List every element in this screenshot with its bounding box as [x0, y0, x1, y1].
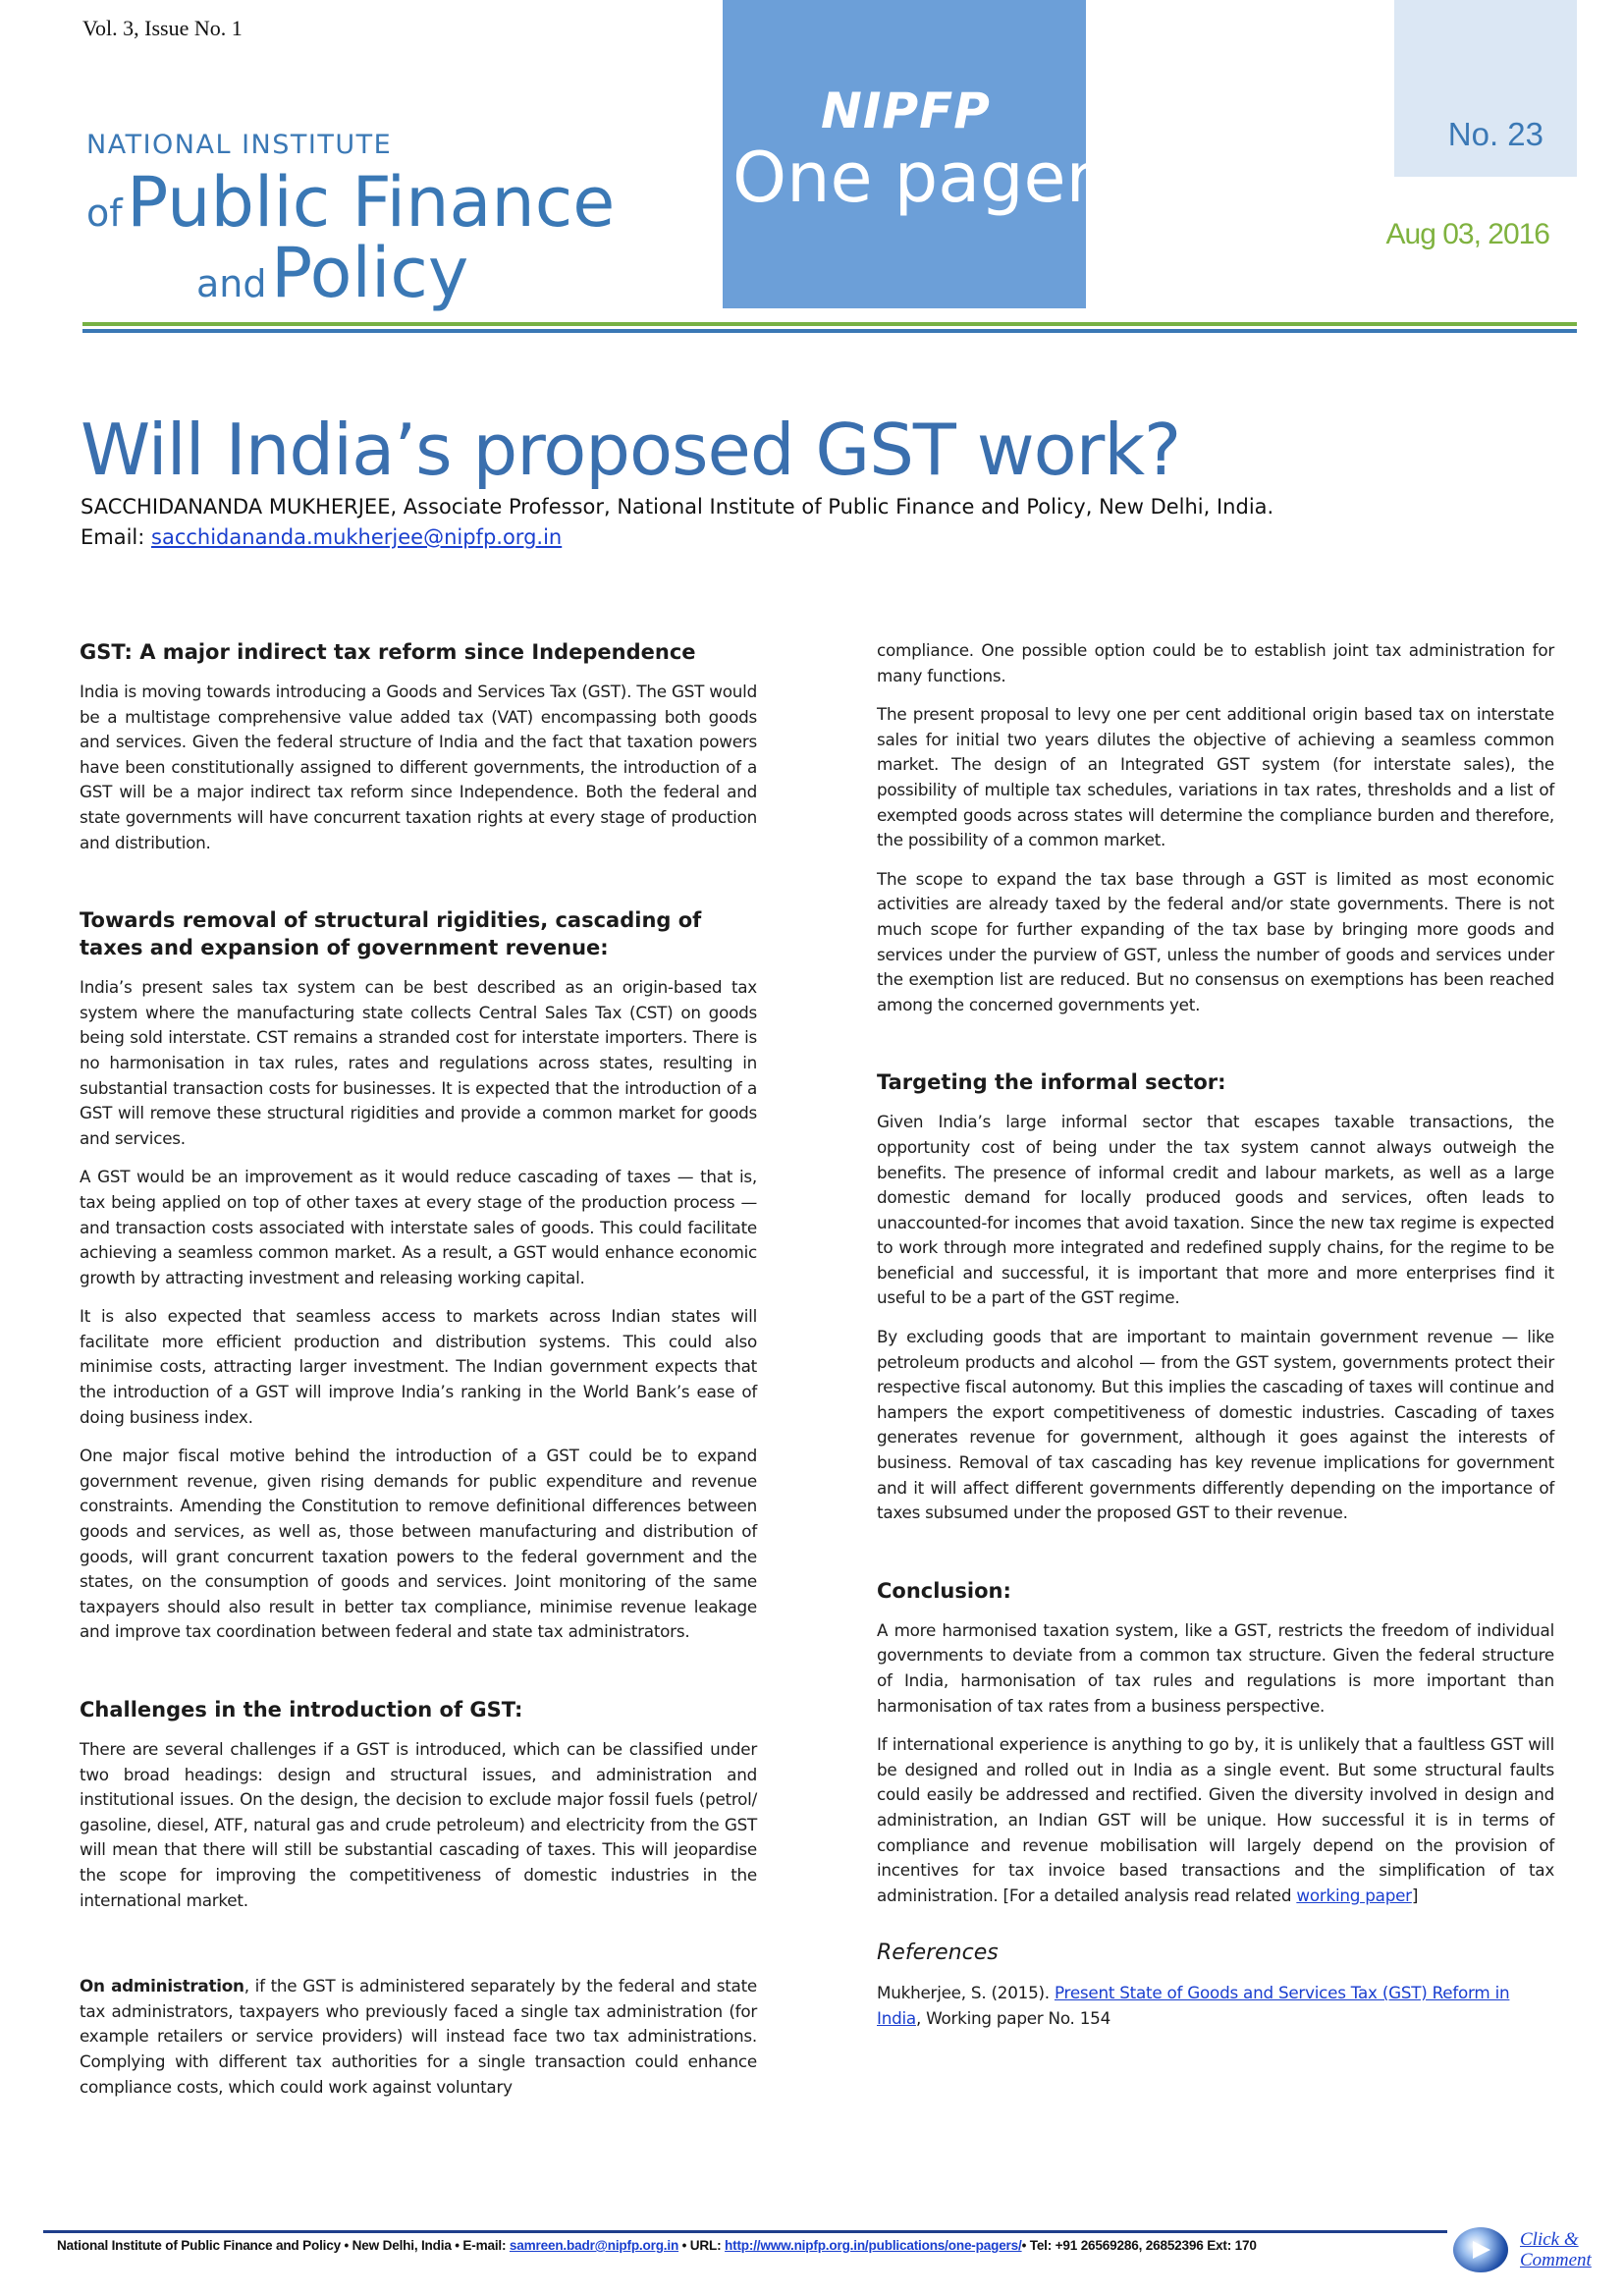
paragraph: It is also expected that seamless access to markets across Indian states will facilitate more efficient production and distribution systems. This could also minimise costs, attracting larger investment. The Indian government expects that the introduction of a GST will improve India’s ranking in the World Bank’s ease of doing business index. — [80, 1306, 757, 1427]
paragraph: The present proposal to levy one per cent additional origin based tax on interstate sales for initial two years dilutes the objective of achieving a seamless common market. The design of an Integrated GST system (for interstate sales), the possibility of multiple tax schedules, variations in tax rates, thresholds and a list of exempted goods across states will determine the compliance burden and therefore, the possibility of a common market. — [877, 704, 1554, 850]
org-word-and: and — [196, 262, 267, 305]
paragraph: By excluding goods that are important to maintain government revenue — like petroleum products and alcohol — from the GST system, governments protect their respective fiscal autonomy. But this implies the cascading of taxes will continue and hampers the export competitiveness of domestic industries. Cascading of taxes generates revenue for government, although it goes against the interests of business. Removal of tax cascading has key revenue implications for government and it will affect different governments differently depending on the importance of taxes subsumed under the proposed GST to their revenue. — [877, 1327, 1554, 1523]
references-heading: References — [877, 1941, 999, 1966]
paragraph: Given India’s large informal sector that escapes taxable transactions, the opportunity cost of being under the tax system cannot always outweigh the benefits. The presence of informal credit and labour markets, as well as a large domestic demand for locally produced goods and services, often leads to unaccounted-for incomes that avoid taxation. Since the new tax regime is expected to work through more integrated and redefined supply chains, for the regime to be beneficial and successful, it is important that more and more enterprises find it useful to be a part of the GST regime. — [877, 1112, 1554, 1308]
paragraph: compliance. One possible option could be to establish joint tax administration for many functions. — [877, 640, 1554, 685]
footer-url-link[interactable]: http://www.nipfp.org.in/publications/one-pagers/ — [725, 2238, 1022, 2253]
issue-number-box — [1394, 0, 1577, 177]
left-column — [80, 638, 757, 2113]
article-title: Will India’s proposed GST work? — [81, 409, 1181, 491]
author-email-link[interactable]: sacchidananda.mukherjee@nipfp.org.in — [151, 525, 563, 549]
footer-email-link[interactable]: samreen.badr@nipfp.org.in — [509, 2238, 679, 2253]
section-heading-structural-rigidities: Towards removal of structural rigidities, cascading of taxes and expansion of government revenue: — [80, 908, 702, 960]
one-pager-banner — [723, 0, 1095, 308]
org-word-public-finance: Public Finance — [127, 162, 616, 243]
paragraph: There are several challenges if a GST is introduced, which can be classified under two broad headings: design and structural issues, and administration and institutional issues. On the design, the decision to exclude major fossil fuels (petrol/ gasoline, diesel, ATF, natural gas and crude petroleum) and electricity from the GST will mean that there will still be substantial cascading of taxes. This will jeopardise the scope for improving the competitiveness of domestic industries in the international market. — [80, 1739, 757, 1910]
paragraph: India is moving towards introducing a Goods and Services Tax (GST). The GST would be a multistage comprehensive value added tax (VAT) encompassing both goods and services. Given the federal structure of India and the fact that taxation powers have been constitutionally assigned to different governments, the introduction of a GST will be a major indirect tax reform since Independence. Both the federal and state governments will have concurrent taxation rights at every stage of production and distribution. — [80, 682, 757, 852]
section-heading-conclusion: Conclusion: — [877, 1578, 1011, 1603]
paragraph-conclusion-2: If international experience is anything to go by, it is unlikely that a faultless GST will be designed and rolled out in India as a single event. But some structural faults could easily be addressed and rectified. Given the diversity involved in design and administration, an Indian GST will be unique. How successful it is in terms of compliance and revenue mobilisation will largely depend on the provision of incentives for tax invoice based transactions and the simplification of tax administration. [For a detailed analysis read related working paper] — [877, 1734, 1554, 1905]
author-email-line — [81, 525, 562, 549]
section-heading-major-reform: GST: A major indirect tax reform since Independence — [80, 640, 696, 664]
publication-date: Aug 03, 2016 — [1385, 218, 1549, 250]
nipfp-logo: NIPFP — [821, 82, 991, 139]
paragraph: One major fiscal motive behind the introduction of a GST could be to expand government revenue, given rising demands for public expenditure and revenue constraints. Amending the Constitution to remove definitional differences between goods and services, as well as, those between manufacturing and distribution of goods, will grant concurrent taxation powers to the federal government and the states, on the consumption of goods and services. Joint monitoring of the same taxpayers should also result in better tax compliance, minimise revenue leakage and improve tax coordination between federal and state tax administrators. — [80, 1446, 757, 1642]
play-arrow-icon[interactable] — [1453, 2227, 1508, 2272]
working-paper-link[interactable]: working paper — [1296, 1885, 1412, 1905]
paragraph-administration: On administration, if the GST is administered separately by the federal and state tax administrators, taxpayers who previously faced a single tax administration (for example retailers or service providers) will instead face two tax administrations. Complying with different tax authorities for a single transaction could enhance compliance costs, which could work against voluntary — [80, 1976, 757, 2097]
paragraph: A more harmonised taxation system, like a GST, restricts the freedom of individual governments to deviate from a common tax structure. Given the federal structure of India, harmonisation of tax rules and regulations is more important than harmonisation of tax rates from a business perspective. — [877, 1619, 1554, 1716]
paragraph: A GST would be an improvement as it would reduce cascading of taxes — that is, tax being applied on top of other taxes at every stage of the production process — and transaction costs associated with interstate sales of goods. This could facilitate achieving a seamless common market. As a result, a GST would enhance economic growth by attracting investment and releasing working capital. — [80, 1167, 757, 1287]
section-heading-informal-sector: Targeting the informal sector: — [877, 1070, 1226, 1095]
org-word-of: of — [86, 191, 123, 235]
section-heading-challenges: Challenges in the introduction of GST: — [80, 1698, 523, 1722]
series-name: One pager — [732, 137, 1095, 218]
issue-number: No. 23 — [1447, 116, 1543, 152]
footer-contact: National Institute of Public Finance and Policy • New Delhi, India • E-mail: samreen.badr@nipfp.org.in • URL: http://www.nipfp.org.in/publications/one-pagers/• Tel: +91 26569286, 26852396 Ext: 170 — [57, 2238, 1257, 2253]
institute-logo-text — [86, 130, 615, 313]
header-rule-green — [82, 322, 1577, 326]
paragraph: The scope to expand the tax base through a GST is limited as most economic activities are already taxed by the federal and/or state governments. There is not much scope for further expanding of the tax base by bringing more goods and services under the purview of GST, unless the number of goods and services under the exemption list are reduced. But no consensus on exemptions has been reached among the concerned governments yet. — [877, 868, 1554, 1014]
volume-issue: Vol. 3, Issue No. 1 — [82, 16, 243, 40]
author-line: SACCHIDANANDA MUKHERJEE, Associate Professor, National Institute of Public Finance and Policy, New Delhi, India. — [81, 495, 1274, 519]
reference-link[interactable]: Present State of Goods and Services Tax (GST) Reform in India — [877, 1983, 1510, 2028]
org-line-national-institute: NATIONAL INSTITUTE — [86, 130, 393, 160]
email-label: Email: — [81, 525, 152, 549]
footer-rule — [43, 2230, 1447, 2233]
click-and-comment-link[interactable]: Click & Comment — [1520, 2229, 1592, 2270]
paragraph: India’s present sales tax system can be best described as an origin-based tax system where the manufacturing state collects Central Sales Tax (CST) on goods being sold interstate. CST remains a stranded cost for interstate importers. There is no harmonisation in tax rules, rates and regulations across states, resulting in substantial transaction costs for businesses. It is expected that the introduction of a GST will remove these structural rigidities and provide a common market for goods and services. — [80, 977, 757, 1148]
right-column — [877, 638, 1554, 2046]
reference-item: Mukherjee, S. (2015). Present State of Goods and Services Tax (GST) Reform in India, Working paper No. 154 — [877, 1983, 1510, 2028]
org-line-policy — [196, 233, 615, 313]
org-line-public-finance — [86, 162, 615, 243]
bold-lead: On administration — [80, 1976, 244, 1996]
org-word-policy: Policy — [270, 233, 469, 313]
header-rule-blue — [82, 329, 1577, 333]
